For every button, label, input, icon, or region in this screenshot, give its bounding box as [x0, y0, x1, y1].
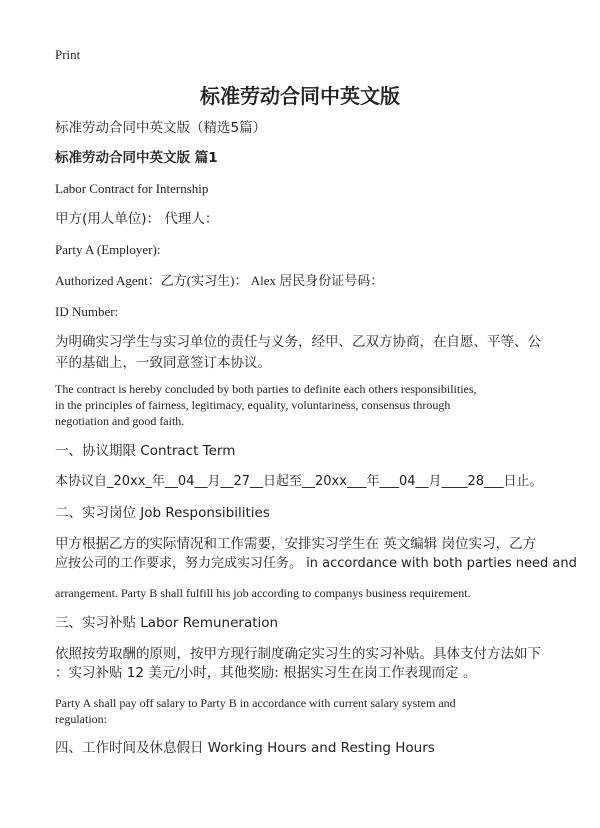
section-2-heading: 二、实习岗位 Job Responsibilities — [55, 505, 270, 521]
section-heading: 标准劳动合同中英文版 篇1 — [55, 150, 218, 166]
section-3-heading: 三、实习补贴 Labor Remuneration — [55, 615, 279, 631]
doc-line: negotiation and good faith. — [55, 414, 185, 428]
print-link[interactable]: Print — [55, 47, 81, 62]
doc-line: 本协议自_20xx_年__04__月__27__日起至__20xx___年___04__月____28___日止。 — [55, 474, 543, 489]
doc-line: 平的基础上，一致同意签订本协议。 — [55, 355, 271, 371]
doc-line: Party A shall pay off salary to Party B in accordance with current salary system and — [55, 696, 456, 710]
doc-line: ：实习补贴 12 美元/小时，其他奖励: 根据实习生在岗工作表现而定 。 — [55, 665, 477, 681]
section-4-heading: 四、工作时间及休息假日 Working Hours and Resting Hours — [55, 740, 435, 756]
doc-line: in the principles of fairness, legitimacy, equality, voluntariness, consensus through — [55, 398, 451, 412]
doc-line: Labor Contract for Internship — [55, 181, 209, 196]
doc-line: Party A (Employer): — [55, 242, 161, 257]
doc-line: regulation: — [55, 712, 107, 726]
doc-line: The contract is hereby concluded by both parties to definite each others responsibilities, — [55, 382, 477, 396]
doc-line: arrangement. Party B shall fulfill his job according to companys business requirement. — [55, 586, 471, 600]
doc-line: 甲方(用人单位)： 代理人： — [55, 211, 219, 227]
doc-line: 应按公司的工作要求，努力完成实习任务。 in accordance with both parties need and — [55, 556, 577, 571]
section-1-heading: 一、协议期限 Contract Term — [55, 443, 236, 459]
doc-line: Authorized Agent：乙方(实习生)： Alex 居民身份证号码： — [55, 273, 384, 288]
doc-line: 甲方根据乙方的实际情况和工作需要，安排实习学生在 英文编辑 岗位实习，乙方 — [55, 536, 537, 552]
doc-line: 依照按劳取酬的原则，按甲方现行制度确定实习生的实习补贴。具体支付方法如下 — [55, 646, 541, 662]
doc-line: ID Number: — [55, 304, 119, 319]
doc-line: 为明确实习学生与实习单位的责任与义务，经甲、乙双方协商，在自愿、平等、公 — [55, 334, 541, 350]
subtitle: 标准劳动合同中英文版（精选5篇） — [55, 120, 267, 136]
page-title: 标准劳动合同中英文版 — [200, 84, 400, 108]
